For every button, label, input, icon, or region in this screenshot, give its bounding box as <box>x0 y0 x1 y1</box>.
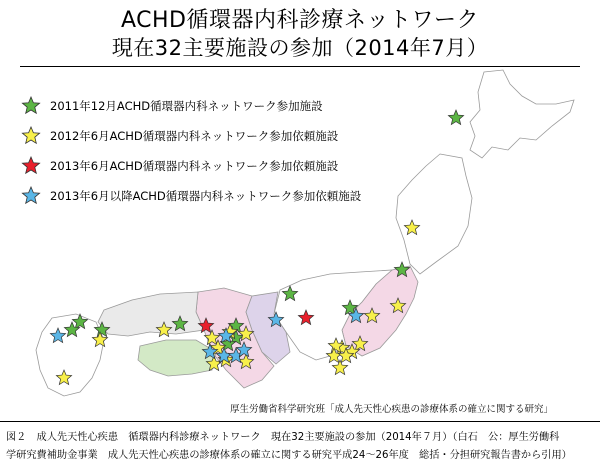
green-star-icon <box>448 110 463 125</box>
page-title: ACHD循環器内科診療ネットワーク <box>120 8 479 33</box>
blue-star-icon <box>20 186 42 206</box>
region-hokkaido <box>470 70 574 158</box>
legend-label: 2013年6月以降ACHD循環器内科ネットワーク参加依頼施設 <box>50 189 362 203</box>
yellow-star-icon <box>20 126 42 146</box>
green-star-icon <box>20 96 42 116</box>
legend-label: 2012年6月ACHD循環器内科ネットワーク参加依頼施設 <box>50 129 339 143</box>
page-subtitle: 現在32主要施設の参加（2014年7月） <box>111 36 489 60</box>
caption-divider <box>0 421 600 422</box>
caption-line: 図２ 成人先天性心疾患 循環器内科診療ネットワーク 現在32主要施設の参加（2014年７月）（白石 公：厚生労働科 <box>6 432 560 443</box>
yellow-star-icon <box>332 360 347 375</box>
region-tohoku <box>396 154 472 274</box>
red-star-icon <box>20 156 42 176</box>
legend-label: 2013年6月ACHD循環器内科ネットワーク参加依頼施設 <box>50 159 339 173</box>
region-chugoku <box>98 292 204 336</box>
figure-caption <box>6 429 596 465</box>
map-regions <box>36 70 574 396</box>
region-shikoku <box>138 340 216 376</box>
source-credit: 厚生労働省科学研究班「成人先天性心疾患の診療体系の確立に関する研究」 <box>230 404 554 415</box>
legend-label: 2011年12月ACHD循環器内科ネットワーク参加施設 <box>50 99 323 113</box>
caption-line: 学研究費補助金事業 成人先天性心疾患の診療体系の確立に関する研究平成24～26年度 総括・分担研究報告書から引用） <box>6 450 572 461</box>
